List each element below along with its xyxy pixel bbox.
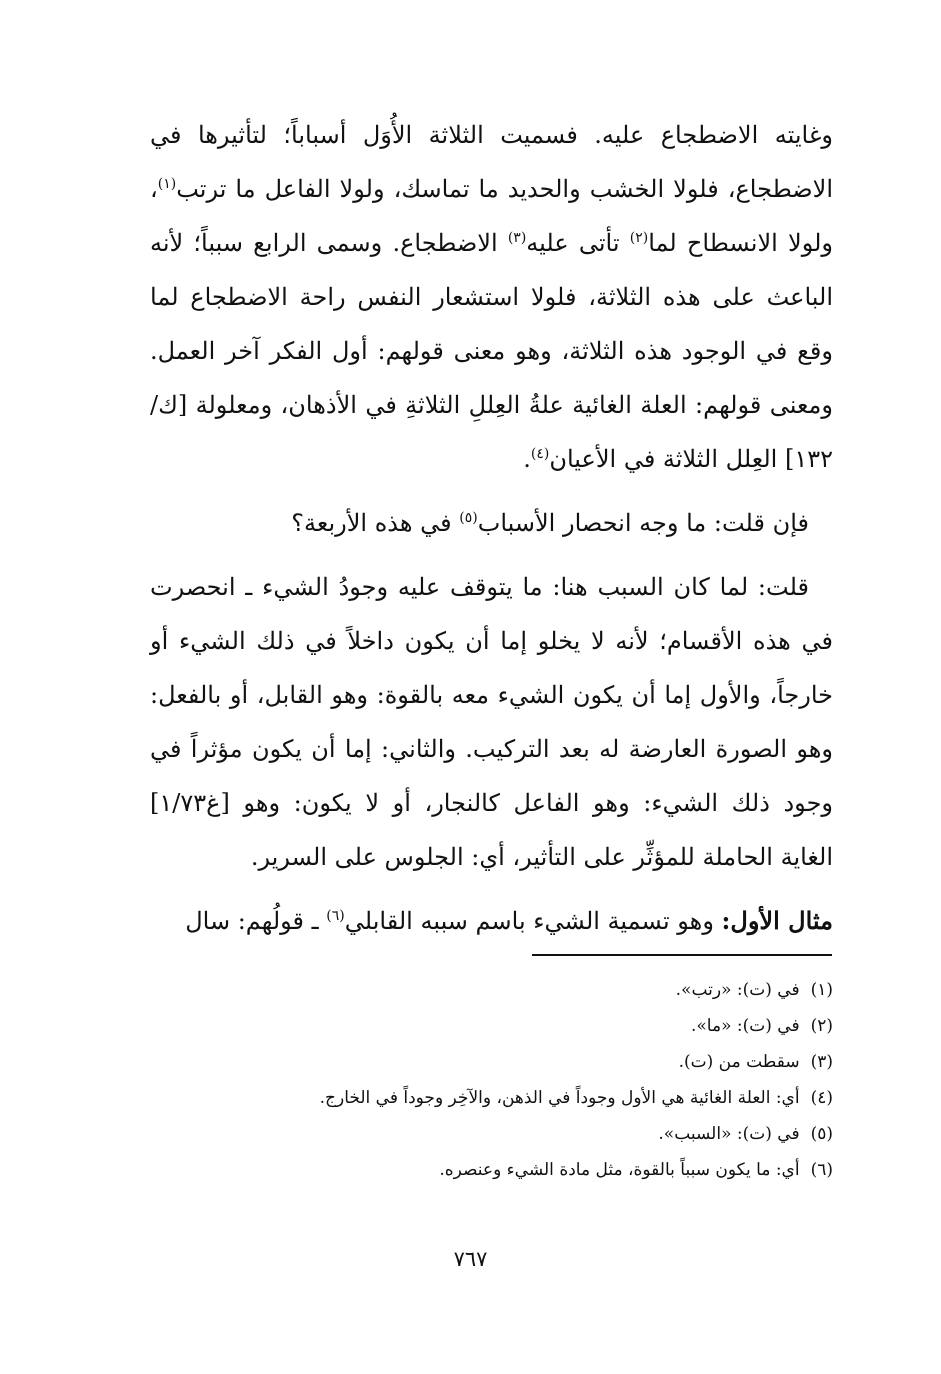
example-heading: مثال الأول: [721, 906, 833, 935]
paragraph-4 [150, 894, 833, 948]
footnote-2 [150, 1008, 833, 1044]
footnote-number: (٣) [810, 1052, 833, 1072]
p2-text-a: فإن قلت: ما وجه انحصار الأسباب [477, 509, 809, 537]
footnote-divider [532, 954, 832, 956]
footnote-ref-2: (٢) [629, 230, 649, 246]
paragraph-2 [150, 496, 833, 550]
p1-text-b: ، ولولا الانسطاح لما [150, 175, 834, 257]
main-text [150, 108, 833, 948]
footnote-number: (١) [810, 980, 833, 1000]
p4-text-a: وهو تسمية الشيء باسم سببه القابلي [344, 907, 722, 935]
footnote-4 [150, 1080, 833, 1116]
page-number: ٧٦٧ [453, 1247, 488, 1271]
p1-text-e: . [523, 445, 531, 473]
footnote-ref-1: (١) [157, 176, 177, 192]
footnotes [150, 972, 833, 1188]
footnote-3 [150, 1044, 833, 1080]
footnote-ref-5: (٥) [459, 510, 478, 526]
footnote-ref-6: (٦) [326, 908, 345, 924]
p4-text-b: ـ قولُهم: سال [185, 907, 327, 935]
paragraph-3 [150, 560, 833, 884]
footnote-text: في (ت): «السبب». [658, 1124, 800, 1144]
p1-text-a: وغايته الاضطجاع عليه. فسميت الثلاثة الأُوَل أسباباً؛ لتأثيرها في الاضطجاع، فلولا الخشب والحديد ما تماسك، ولولا الفاعل ما ترتب [150, 121, 833, 203]
footnote-6 [150, 1152, 833, 1188]
p2-text-b: في هذه الأربعة؟ [291, 509, 460, 537]
footnote-number: (٥) [810, 1124, 833, 1144]
footnote-text: في (ت): «رتب». [675, 980, 800, 1000]
p3-text: قلت: لما كان السبب هنا: ما يتوقف عليه وجودُ الشيء ـ انحصرت في هذه الأقسام؛ لأنه لا يخلو إما أن يكون داخلاً في ذلك الشيء أو خارجاً، والأول إما أن يكون الشيء معه بالقوة: وهو القابل، أو بالفعل: وهو الصورة العارضة له بعد التركيب. والثاني: إما أن يكون مؤثراً في وجود ذلك الشيء: وهو الفاعل كالنجار، أو لا يكون: وهو [غ١/٧٣] الغاية الحاملة للمؤثِّر على التأثير، أي: الجلوس على السرير. [150, 573, 833, 871]
footnote-number: (٢) [810, 1016, 833, 1036]
footnote-text: أي: العلة الغائية هي الأول وجوداً في الذهن، والآخِر وجوداً في الخارج. [319, 1088, 800, 1108]
paragraph-1 [150, 108, 833, 486]
footnote-text: سقطت من (ت). [678, 1052, 800, 1072]
footnote-5 [150, 1116, 833, 1152]
footnote-1 [150, 972, 833, 1008]
footnote-ref-3: (٣) [507, 230, 527, 246]
footnote-text: في (ت): «ما». [691, 1016, 800, 1036]
footnote-text: أي: ما يكون سبباً بالقوة، مثل مادة الشيء وعنصره. [439, 1160, 800, 1180]
footnote-number: (٤) [810, 1088, 833, 1108]
footnote-ref-4: (٤) [530, 446, 550, 462]
p1-text-d: الاضطجاع. وسمى الرابع سبباً؛ لأنه الباعث على هذه الثلاثة، فلولا استشعار النفس راحة الاضطجاع لما وقع في الوجود هذه الثلاثة، وهو معنى قولهم: أول الفكر آخر العمل. ومعنى قولهم: العلة الغائية علةُ العِللِ الثلاثةِ في الأذهان، ومعلولة [ك/١٣٢] العِلل الثلاثة في الأعيان [150, 229, 833, 473]
p1-text-c: تأتى عليه [526, 229, 630, 257]
footnote-number: (٦) [810, 1160, 833, 1180]
